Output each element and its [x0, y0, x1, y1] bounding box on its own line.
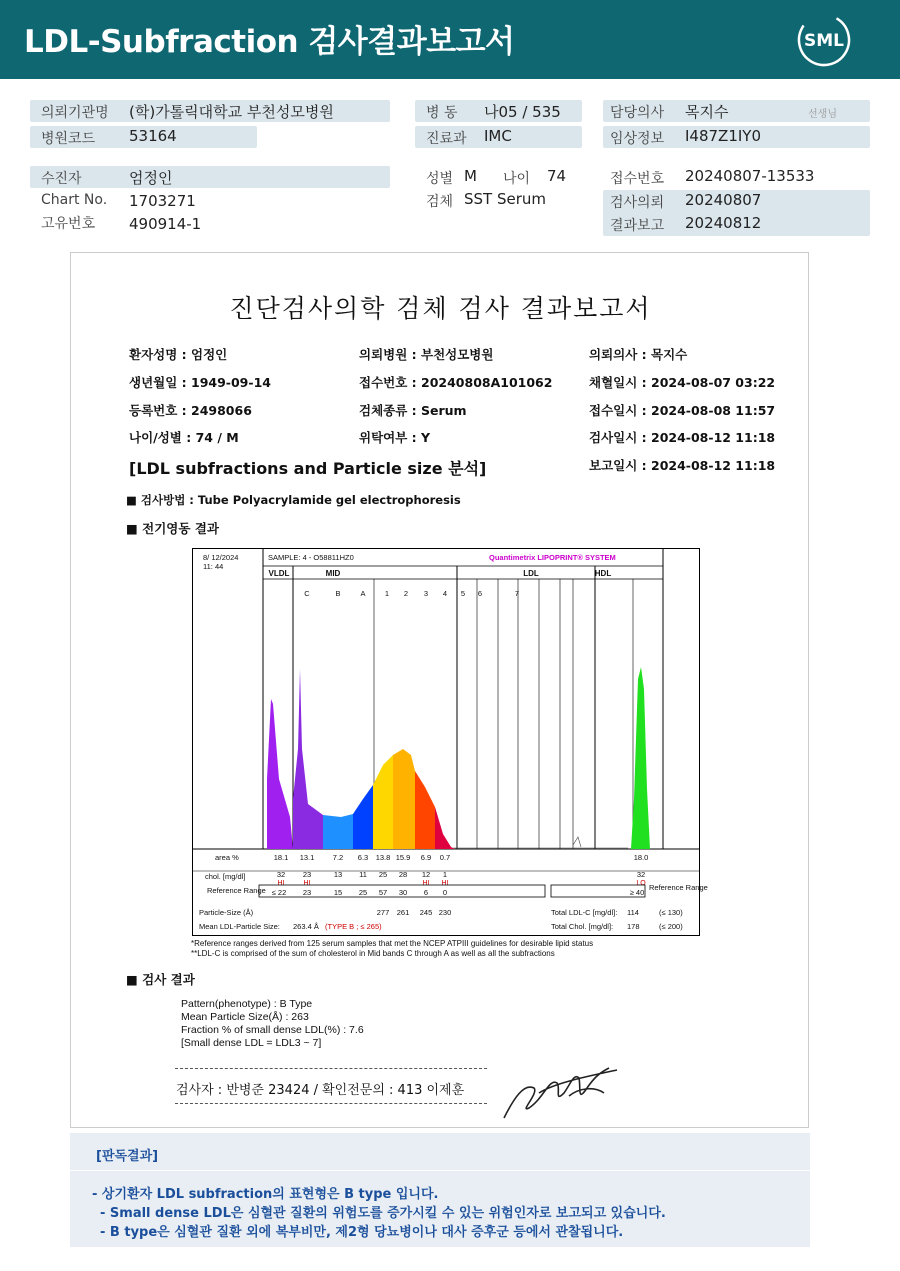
- flag-value: HI: [303, 880, 311, 887]
- ref-row: [272, 888, 645, 897]
- group-label: MID: [325, 569, 341, 578]
- field-drawn: 채혈일시 : 2024-08-07 03:22: [589, 375, 776, 390]
- ref-right-label: Reference Range: [649, 883, 708, 892]
- band-labels: [304, 589, 519, 598]
- area-row: [274, 853, 649, 862]
- chart-svg: [193, 549, 708, 935]
- sml-logo: [796, 12, 852, 68]
- ldl1-peak: [373, 755, 393, 849]
- judgement-panel: [70, 1133, 810, 1247]
- area-value: 6.3: [357, 853, 369, 862]
- mean-type: (TYPE B ; ≤ 265): [325, 922, 382, 931]
- hospital-value: (학)가톨릭대학교 부천성모병원: [129, 103, 334, 121]
- area-value: 18.1: [273, 853, 289, 862]
- field-reported: 보고일시 : 2024-08-12 11:18: [589, 458, 776, 473]
- report-label: 결과보고: [610, 218, 665, 234]
- flag-row: [278, 880, 647, 887]
- result-mean: Mean Particle Size(Å) : 263: [181, 1011, 309, 1023]
- band-label: 1: [384, 589, 390, 598]
- ref-value: ≤ 22: [271, 888, 287, 897]
- chol-value: 28: [398, 870, 408, 879]
- ldl3-peak: [415, 771, 435, 849]
- field-agesex: 나이/성별 : 74 / M: [129, 430, 239, 445]
- request-label: 검사의뢰: [610, 195, 665, 211]
- field-reg: 등록번호 : 2498066: [129, 403, 252, 418]
- patient-label: 수진자: [41, 171, 82, 187]
- sign-divider-bottom: [175, 1103, 487, 1104]
- chol-value: 1: [442, 870, 448, 879]
- judgement-title: [판독결과]: [96, 1149, 159, 1164]
- noise-mark: [573, 837, 581, 847]
- receipt-label: 접수번호: [610, 171, 665, 187]
- result-fraction: Fraction % of small dense LDL(%) : 7.6: [181, 1024, 364, 1036]
- field-type: 검체종류 : Serum: [359, 403, 467, 418]
- chart-value: 1703271: [129, 192, 196, 210]
- doctor-label: 담당의사: [610, 105, 665, 121]
- request-value: 20240807: [685, 191, 762, 209]
- uid-label: 고유번호: [41, 216, 96, 232]
- flag-value: LO: [636, 880, 646, 887]
- clinic-value: I487Z1IY0: [685, 127, 762, 145]
- band-label: 5: [460, 589, 466, 598]
- field-received: 접수일시 : 2024-08-08 11:57: [589, 403, 776, 418]
- chart-sample: SAMPLE: 4 - O58811HZ0: [268, 553, 354, 562]
- receipt-value: 20240807-13533: [685, 167, 815, 185]
- ps-value: 261: [396, 908, 410, 917]
- band-dividers: [293, 566, 633, 849]
- ps-value: 230: [438, 908, 452, 917]
- band-label: 4: [442, 589, 448, 598]
- ldl4-peak: [435, 807, 455, 849]
- flag-value: HI: [277, 880, 285, 887]
- ref-value: 15: [333, 888, 343, 897]
- band-label: 3: [423, 589, 429, 598]
- flag-value: HI: [441, 880, 449, 887]
- judgement-line-2: - Small dense LDL은 심혈관 질환의 위험도를 증가시킬 수 있는 위험인자로 보고되고 있습니다.: [100, 1206, 666, 1221]
- mid-a-peak: [353, 785, 373, 849]
- note-1: *Reference ranges derived from 125 serum samples that met the NCEP ATPIII guidelines for desirable lipid status: [191, 939, 594, 948]
- ref-value: 25: [358, 888, 368, 897]
- field-hospital: 의뢰병원 : 부천성모병원: [359, 347, 494, 362]
- code-label: 병원코드: [41, 131, 96, 147]
- band-label: 2: [403, 589, 409, 598]
- hospital-label: 의뢰기관명: [41, 105, 109, 121]
- age-label: 나이: [503, 171, 531, 187]
- logo-text: SML: [804, 31, 844, 51]
- ps-label: Particle-Size (Å): [199, 908, 254, 917]
- judgement-line-3: - B type은 심혈관 질환 외에 복부비만, 제2형 당뇨병이나 대사 증후군 등에서 관찰됩니다.: [100, 1225, 624, 1240]
- band-label: A: [360, 589, 366, 598]
- chol-value: 13: [333, 870, 343, 879]
- chart-date: 8/ 12/2024: [203, 553, 239, 562]
- doctor-suffix: 선생님: [808, 109, 837, 120]
- result-pattern: Pattern(phenotype) : B Type: [181, 998, 313, 1010]
- area-value: 7.2: [332, 853, 344, 862]
- specimen-value: SST Serum: [464, 190, 547, 208]
- ref-value: 57: [378, 888, 388, 897]
- handwritten-signature: [499, 1058, 629, 1128]
- vldl-peak: [267, 699, 293, 849]
- area-value: 6.9: [420, 853, 432, 862]
- band-label: 6: [477, 589, 483, 598]
- area-value: 15.9: [395, 853, 411, 862]
- uid-value: 490914-1: [129, 215, 202, 233]
- total-ldl-ref: (≤ 130): [659, 908, 683, 917]
- ref-value: 0: [442, 888, 448, 897]
- chart-notes: [191, 939, 593, 959]
- ps-value: 277: [376, 908, 390, 917]
- group-label: VLDL: [268, 569, 290, 578]
- section-title: [LDL subfractions and Particle size 분석]: [129, 459, 487, 478]
- mid-b-peak: [323, 814, 353, 849]
- mid-c-peak: [293, 669, 323, 849]
- specimen-label: 검체: [426, 194, 454, 210]
- field-receipt: 접수번호 : 20240808A101062: [359, 375, 553, 390]
- chol-row: [277, 870, 645, 879]
- ref-value: 30: [398, 888, 408, 897]
- field-birth: 생년월일 : 1949-09-14: [129, 375, 271, 390]
- area-value: 13.1: [299, 853, 315, 862]
- report-value: 20240812: [685, 214, 762, 232]
- sign-divider-top: [175, 1068, 487, 1069]
- age-value: 74: [547, 167, 567, 185]
- band-label: C: [304, 589, 310, 598]
- total-ldl-value: 114: [627, 908, 639, 917]
- dept-value: IMC: [484, 127, 512, 145]
- ward-value: 나05 / 535: [484, 103, 561, 121]
- sex-value: M: [464, 167, 477, 185]
- chol-value: 32: [636, 870, 646, 879]
- ldl2-peak: [393, 749, 415, 849]
- band-label: 7: [514, 589, 520, 598]
- field-tested: 검사일시 : 2024-08-12 11:18: [589, 430, 776, 445]
- mean-label: Mean LDL-Particle Size:: [199, 922, 280, 931]
- report-title: LDL-Subfraction 검사결과보고서: [24, 24, 515, 60]
- area-value: 18.0: [633, 853, 649, 862]
- result-definition: [Small dense LDL = LDL3 ~ 7]: [181, 1037, 322, 1049]
- hdl-peak: [631, 667, 650, 849]
- sex-label: 성별: [426, 171, 454, 187]
- ward-label: 병 동: [426, 105, 458, 121]
- lipoprint-chart: [192, 548, 708, 936]
- method-line: ■ 검사방법 : Tube Polyacrylamide gel electrophoresis: [126, 493, 461, 507]
- ps-value: 245: [419, 908, 433, 917]
- result-list: [181, 998, 364, 1050]
- band-label: B: [335, 589, 341, 598]
- electro-head: ■ 전기영동 결과: [126, 521, 219, 536]
- dept-label: 진료과: [426, 131, 467, 147]
- judgement-line-1: - 상기환자 LDL subfraction의 표현형은 B type 입니다.: [92, 1187, 439, 1202]
- total-chol-ref: (≤ 200): [659, 922, 683, 931]
- group-labels: [269, 569, 612, 578]
- chol-label: chol. [mg/dl]: [205, 872, 246, 881]
- ref-value: 23: [302, 888, 312, 897]
- note-2: **LDL-C is comprised of the sum of cholesterol in Mid bands C through A as well as all the subfractions: [191, 949, 555, 958]
- scanned-report: [70, 252, 809, 1128]
- ref-value: 6: [423, 888, 429, 897]
- ref-value: ≥ 40: [629, 888, 645, 897]
- code-value: 53164: [129, 127, 177, 145]
- chart-label: Chart No.: [41, 192, 108, 208]
- area-value: 0.7: [439, 853, 451, 862]
- chol-value: 32: [276, 870, 286, 879]
- signature-line: 검사자 : 반병준 23424 / 확인전문의 : 413 이제훈: [176, 1083, 465, 1098]
- ps-row: [377, 908, 452, 917]
- patient-bar: [30, 166, 390, 188]
- judgement-header: [70, 1133, 810, 1171]
- total-chol-value: 178: [627, 922, 640, 931]
- field-consign: 위탁여부 : Y: [359, 430, 431, 445]
- chart-time: 11: 44: [203, 562, 224, 571]
- group-label: LDL: [523, 569, 539, 578]
- group-label: HDL: [594, 569, 612, 578]
- field-name: 환자성명 : 엄정인: [129, 347, 228, 362]
- chol-value: 23: [302, 870, 312, 879]
- area-label: area %: [215, 853, 239, 862]
- clinic-label: 임상정보: [610, 131, 665, 147]
- mean-value: 263.4 Å: [293, 922, 319, 931]
- ref-label: Reference Range: [207, 886, 266, 895]
- chol-value: 12: [421, 870, 431, 879]
- patient-value: 엄정인: [129, 169, 173, 187]
- area-value: 13.8: [375, 853, 391, 862]
- paper-title: 진단검사의학 검체 검사 결과보고서: [229, 294, 652, 323]
- result-head: ■ 검사 결과: [126, 972, 195, 987]
- report-header: [0, 0, 900, 79]
- total-chol-label: Total Chol. [mg/dl]:: [551, 922, 614, 931]
- total-ldl-label: Total LDL-C [mg/dl]:: [551, 908, 618, 917]
- chart-title: Quantimetrix LIPOPRINT® SYSTEM: [489, 553, 616, 562]
- flag-value: HI: [422, 880, 430, 887]
- field-doctor: 의뢰의사 : 목지수: [589, 347, 688, 362]
- chol-value: 11: [359, 870, 367, 879]
- chol-value: 25: [378, 870, 388, 879]
- doctor-value: 목지수: [685, 103, 729, 121]
